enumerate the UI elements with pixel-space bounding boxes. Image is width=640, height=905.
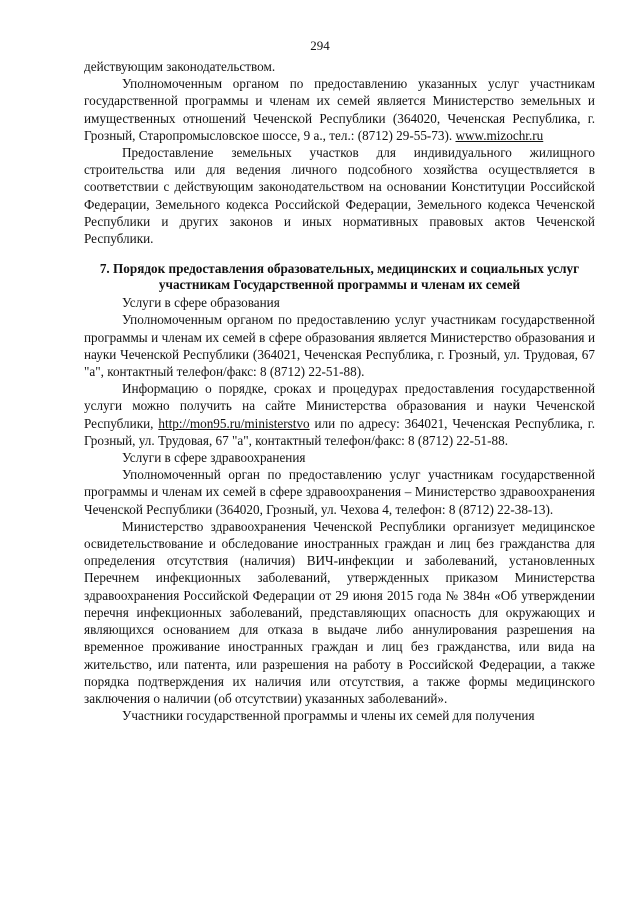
paragraph-participants: Участники государственной программы и члены их семей для получения bbox=[122, 708, 535, 724]
paragraph-education-info bbox=[84, 380, 595, 449]
education-subheading: Услуги в сфере образования bbox=[122, 295, 280, 311]
paragraph-health-examination: Министерство здравоохранения Чеченской Республики организует медицинское освидетельствование и обследование иностранных граждан и лиц без гражданства для определения отсутствия (наличия) ВИЧ-инфекции и заболеваний, установленных Перечнем инфекционных заболеваний, утвержденных приказом Министерства здравоохранения Российской Федерации от 29 июня 2015 года № 384н «Об утверждении перечня инфекционных заболеваний, представляющих опасность для окружающих и являющихся основанием для отказа в выдаче либо аннулирования разрешения на временное проживание иностранных граждан и лиц без гражданства, или вида на жительство, или патента, или разрешения на работу в Российской Федерации, а также порядка подтверждения их наличия или отсутствия, а также формы медицинского заключения о наличии (об отсутствии) указанных заболеваний». bbox=[84, 518, 595, 706]
mon95-link[interactable]: http://mon95.ru/ministerstvo bbox=[158, 415, 310, 431]
education-info-address: или по адресу: 364021, Чеченская Республика, г. Грозный, ул. Трудовая, 67 "а", контактный телефон/факс: 8 (8712) 22-51-88. bbox=[84, 415, 595, 448]
paragraph-education-authority: Уполномоченным органом по предоставлению услуг участникам государственной программы и членам их семей в сфере образования является Министерство образования и науки Чеченской Республики (364021, Чеченская Республика, г. Грозный, ул. Трудовая, 67 "а", контактный телефон/факс: 8 (8712) 22-51-88). bbox=[84, 312, 595, 380]
education-info-text: Информацию о порядке, сроках и процедурах предоставления государственной услуги можно получить на сайте Министерства образования и науки Чеченской Республики, bbox=[84, 381, 595, 431]
document-body bbox=[84, 58, 595, 724]
page-number: 294 bbox=[310, 38, 330, 53]
mizochr-link[interactable]: www.mizochr.ru bbox=[455, 127, 544, 143]
paragraph-land-authority bbox=[84, 75, 595, 144]
paragraph-land-provision: Предоставление земельных участков для индивидуального жилищного строительства или для ведения личного подсобного хозяйства осуществляется в соответствии с действующим законодательством на основании Конституции Российской Федерации, Земельного кодекса Российской Федерации, Земельного кодекса Чеченской Республики и других законов и иных нормативных правовых актов Чеченской Республики. bbox=[84, 145, 595, 247]
section-heading: 7. Порядок предоставления образовательных, медицинских и социальных услуг участникам Государственной программы и членам их семей bbox=[99, 261, 580, 292]
land-authority-text: Уполномоченным органом по предоставлению указанных услуг участникам государственной программы и членам их семей является Министерство земельных и имущественных отношений Чеченской Республики (364020, Чеченская Республика, г. Грозный, Старопромысловское шоссе, 9 а., тел.: (8712) 29-55-73). bbox=[84, 76, 595, 143]
paragraph-continuation: действующим законодательством. bbox=[84, 59, 276, 74]
health-subheading: Услуги в сфере здравоохранения bbox=[122, 450, 306, 466]
paragraph-health-authority: Уполномоченный орган по предоставлению услуг участникам государственной программы и членам их семей в сфере здравоохранения – Министерство здравоохранения Чеченской Республики (364020, Грозный, ул. Чехова 4, телефон: 8 (8712) 22-38-13). bbox=[84, 467, 595, 517]
